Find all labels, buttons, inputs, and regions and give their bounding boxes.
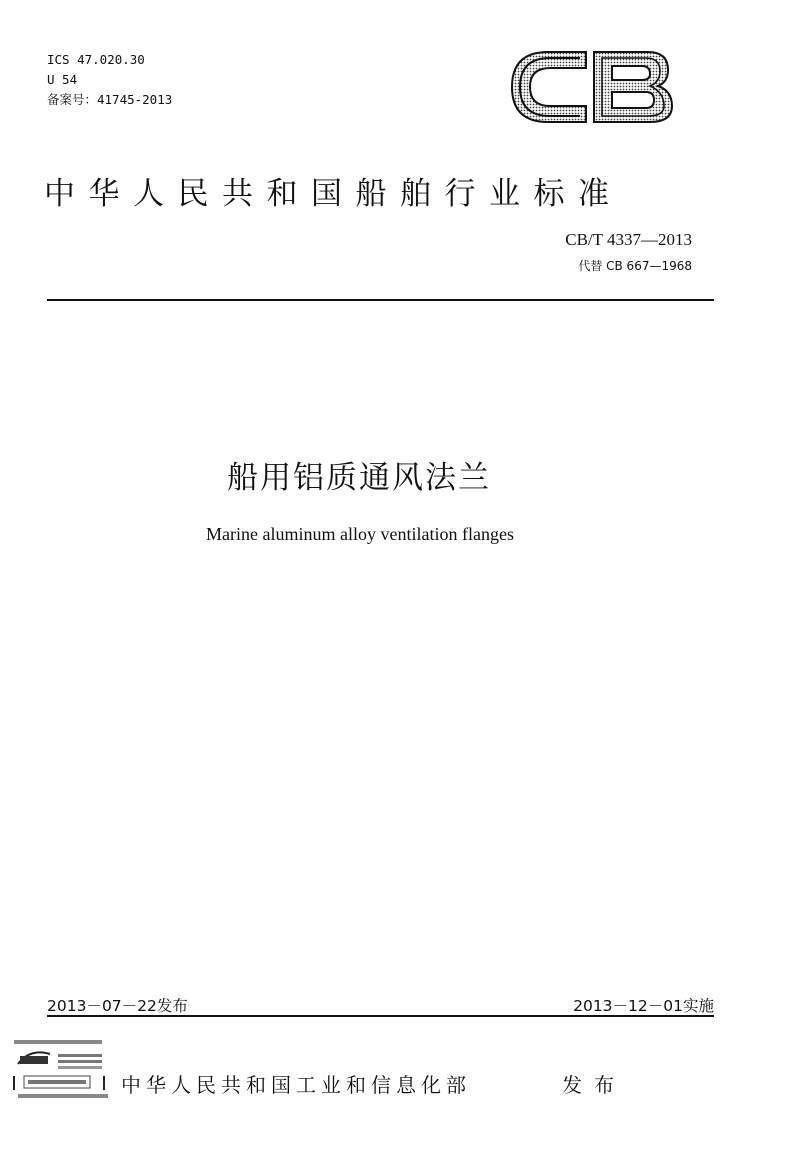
effective-date: 2013－12－01实施 xyxy=(573,997,714,1015)
publisher: 中华人民共和国工业和信息化部 xyxy=(121,1073,471,1097)
classification-block xyxy=(47,50,172,110)
publish-label: 发布 xyxy=(562,1073,626,1097)
document-title-chinese: 船用铝质通风法兰 xyxy=(227,460,491,496)
class-code: U 54 xyxy=(47,72,78,87)
ics-code: ICS 47.020.30 xyxy=(47,52,145,67)
top-rule xyxy=(47,299,714,301)
issue-date: 2013－07－22发布 xyxy=(47,997,188,1015)
filing-number: 备案号：41745-2013 xyxy=(47,92,173,107)
bottom-rule xyxy=(47,1015,714,1017)
replaces-standard: 代替 CB 667—1968 xyxy=(578,259,692,273)
standard-code: CB/T 4337—2013 xyxy=(565,230,692,249)
cb-logo-icon xyxy=(508,46,676,128)
document-title-english: Marine aluminum alloy ventilation flanges xyxy=(206,524,514,544)
standard-type: 中华人民共和国船舶行业标准 xyxy=(44,176,623,212)
anti-counterfeit-stamp xyxy=(10,1038,114,1102)
